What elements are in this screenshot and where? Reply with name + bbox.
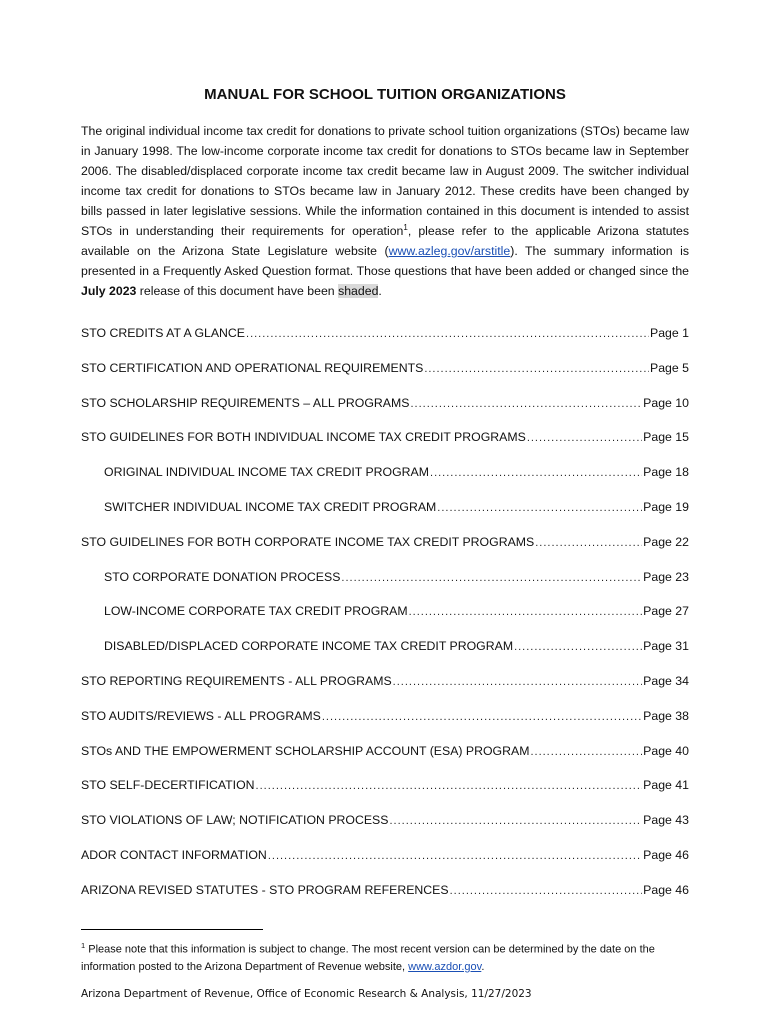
azleg-link[interactable]: www.azleg.gov/arstitle (388, 244, 511, 258)
toc-entry-page: Page 10 (643, 396, 689, 410)
intro-text-1: The original individual income tax credit for donations to private school tuition organizations (STOs) became law in January 1998. The low-income corporate income tax credit for donations to STOs became law in September 2006. The disabled/displaced corporate income tax credit became law in August 2009. The switcher individual income tax credit for donations to STOs became law in January 2012. These credits have been changed by bills passed in later legislative sessions. While the information contained in this document is intended to assist STOs in understanding their requirements for operation (81, 124, 689, 238)
toc-entry-label: STO REPORTING REQUIREMENTS - ALL PROGRAMS (81, 674, 392, 688)
toc-entry[interactable] (81, 396, 689, 410)
toc-entry-label: STO SELF-DECERTIFICATION (81, 778, 255, 792)
toc-dot-leader (535, 537, 642, 549)
toc-entry-page: Page 27 (643, 604, 689, 618)
toc-entry[interactable] (81, 744, 689, 758)
toc-entry-label: STO GUIDELINES FOR BOTH CORPORATE INCOME TAX CREDIT PROGRAMS (81, 535, 535, 549)
toc-entry[interactable] (81, 535, 689, 549)
intro-bold-date: July 2023 (81, 284, 137, 298)
azdor-link[interactable]: www.azdor.gov (408, 960, 482, 973)
intro-text-5: . (378, 284, 382, 298)
toc-entry-page: Page 38 (643, 709, 689, 723)
toc-dot-leader (389, 815, 642, 827)
toc-entry-page: Page 34 (643, 674, 689, 688)
toc-dot-leader (530, 746, 642, 758)
toc-dot-leader (410, 398, 642, 410)
toc-entry-label: STO SCHOLARSHIP REQUIREMENTS – ALL PROGRAMS (81, 396, 410, 410)
toc-entry-page: Page 15 (643, 430, 689, 444)
shaded-sample: shaded (338, 284, 379, 298)
toc-dot-leader (437, 502, 642, 514)
toc-entry[interactable] (81, 430, 689, 444)
toc-entry-page: Page 40 (643, 744, 689, 758)
toc-dot-leader (424, 363, 649, 375)
footnote (81, 937, 681, 976)
footnote-text: Please note that this information is subject to change. The most recent version can be determined by the date on the information posted to the Arizona Department of Revenue website, (81, 943, 655, 973)
toc-entry[interactable] (104, 639, 689, 653)
intro-text-2: , please refer to the applicable Arizona statutes available on the Arizona State Legislature website ( (81, 224, 689, 258)
toc-dot-leader (409, 606, 643, 618)
toc-entry-label: STO CORPORATE DONATION PROCESS (104, 570, 341, 584)
toc-entry-page: Page 46 (643, 883, 689, 897)
toc-entry-page: Page 22 (643, 535, 689, 549)
page-title: MANUAL FOR SCHOOL TUITION ORGANIZATIONS (204, 86, 566, 103)
toc-entry-label: STO GUIDELINES FOR BOTH INDIVIDUAL INCOME TAX CREDIT PROGRAMS (81, 430, 526, 444)
toc-dot-leader (527, 432, 642, 444)
toc-dot-leader (268, 850, 642, 862)
toc-entry[interactable] (81, 778, 689, 792)
toc-entry-label: ADOR CONTACT INFORMATION (81, 848, 267, 862)
toc-entry[interactable] (104, 500, 689, 514)
toc-dot-leader (450, 885, 643, 897)
toc-dot-leader (322, 711, 642, 723)
toc-entry[interactable] (81, 883, 689, 897)
footnote-divider (81, 929, 263, 930)
toc-entry-label: STO CERTIFICATION AND OPERATIONAL REQUIREMENTS (81, 361, 424, 375)
intro-text-4: release of this document have been (136, 284, 339, 298)
toc-dot-leader (246, 328, 649, 340)
toc-dot-leader (256, 780, 643, 792)
toc-entry-label: SWITCHER INDIVIDUAL INCOME TAX CREDIT PROGRAM (104, 500, 437, 514)
page-footer: Arizona Department of Revenue, Office of Economic Research & Analysis, 11/27/2023 (81, 988, 532, 1000)
toc-entry-label: ARIZONA REVISED STATUTES - STO PROGRAM REFERENCES (81, 883, 449, 897)
intro-text-3: ). The summary information is presented in a Frequently Asked Question format. Those questions that have been added or changed since the (81, 244, 689, 278)
toc-entry-label: LOW-INCOME CORPORATE TAX CREDIT PROGRAM (104, 604, 408, 618)
toc-dot-leader (341, 572, 642, 584)
footnote-end: . (481, 960, 485, 973)
toc-entry[interactable] (81, 674, 689, 688)
toc-dot-leader (514, 641, 642, 653)
toc-entry[interactable] (104, 570, 689, 584)
footnote-mark: 1 (81, 941, 86, 950)
toc-entry-page: Page 5 (650, 361, 689, 375)
toc-entry-page: Page 1 (650, 326, 689, 340)
toc-entry[interactable] (104, 604, 689, 618)
toc-entry-page: Page 18 (643, 465, 689, 479)
toc-entry[interactable] (81, 848, 689, 862)
footnote-reference[interactable]: 1 (403, 222, 408, 232)
toc-entry-label: STO CREDITS AT A GLANCE (81, 326, 246, 340)
toc-entry[interactable] (104, 465, 689, 479)
toc-entry-page: Page 46 (643, 848, 689, 862)
toc-dot-leader (430, 467, 642, 479)
toc-entry-page: Page 41 (643, 778, 689, 792)
toc-entry-page: Page 23 (643, 570, 689, 584)
toc-entry[interactable] (81, 326, 689, 340)
toc-entry-page: Page 31 (643, 639, 689, 653)
intro-paragraph (81, 121, 689, 301)
toc-entry[interactable] (81, 709, 689, 723)
toc-dot-leader (393, 676, 643, 688)
toc-entry-label: STO AUDITS/REVIEWS - ALL PROGRAMS (81, 709, 321, 723)
toc-entry-label: STOs AND THE EMPOWERMENT SCHOLARSHIP ACCOUNT (ESA) PROGRAM (81, 744, 530, 758)
toc-entry[interactable] (81, 813, 689, 827)
toc-entry-label: STO VIOLATIONS OF LAW; NOTIFICATION PROCESS (81, 813, 389, 827)
toc-entry-label: ORIGINAL INDIVIDUAL INCOME TAX CREDIT PROGRAM (104, 465, 430, 479)
toc-entry[interactable] (81, 361, 689, 375)
toc-entry-page: Page 19 (643, 500, 689, 514)
toc-entry-label: DISABLED/DISPLACED CORPORATE INCOME TAX CREDIT PROGRAM (104, 639, 514, 653)
toc-entry-page: Page 43 (643, 813, 689, 827)
